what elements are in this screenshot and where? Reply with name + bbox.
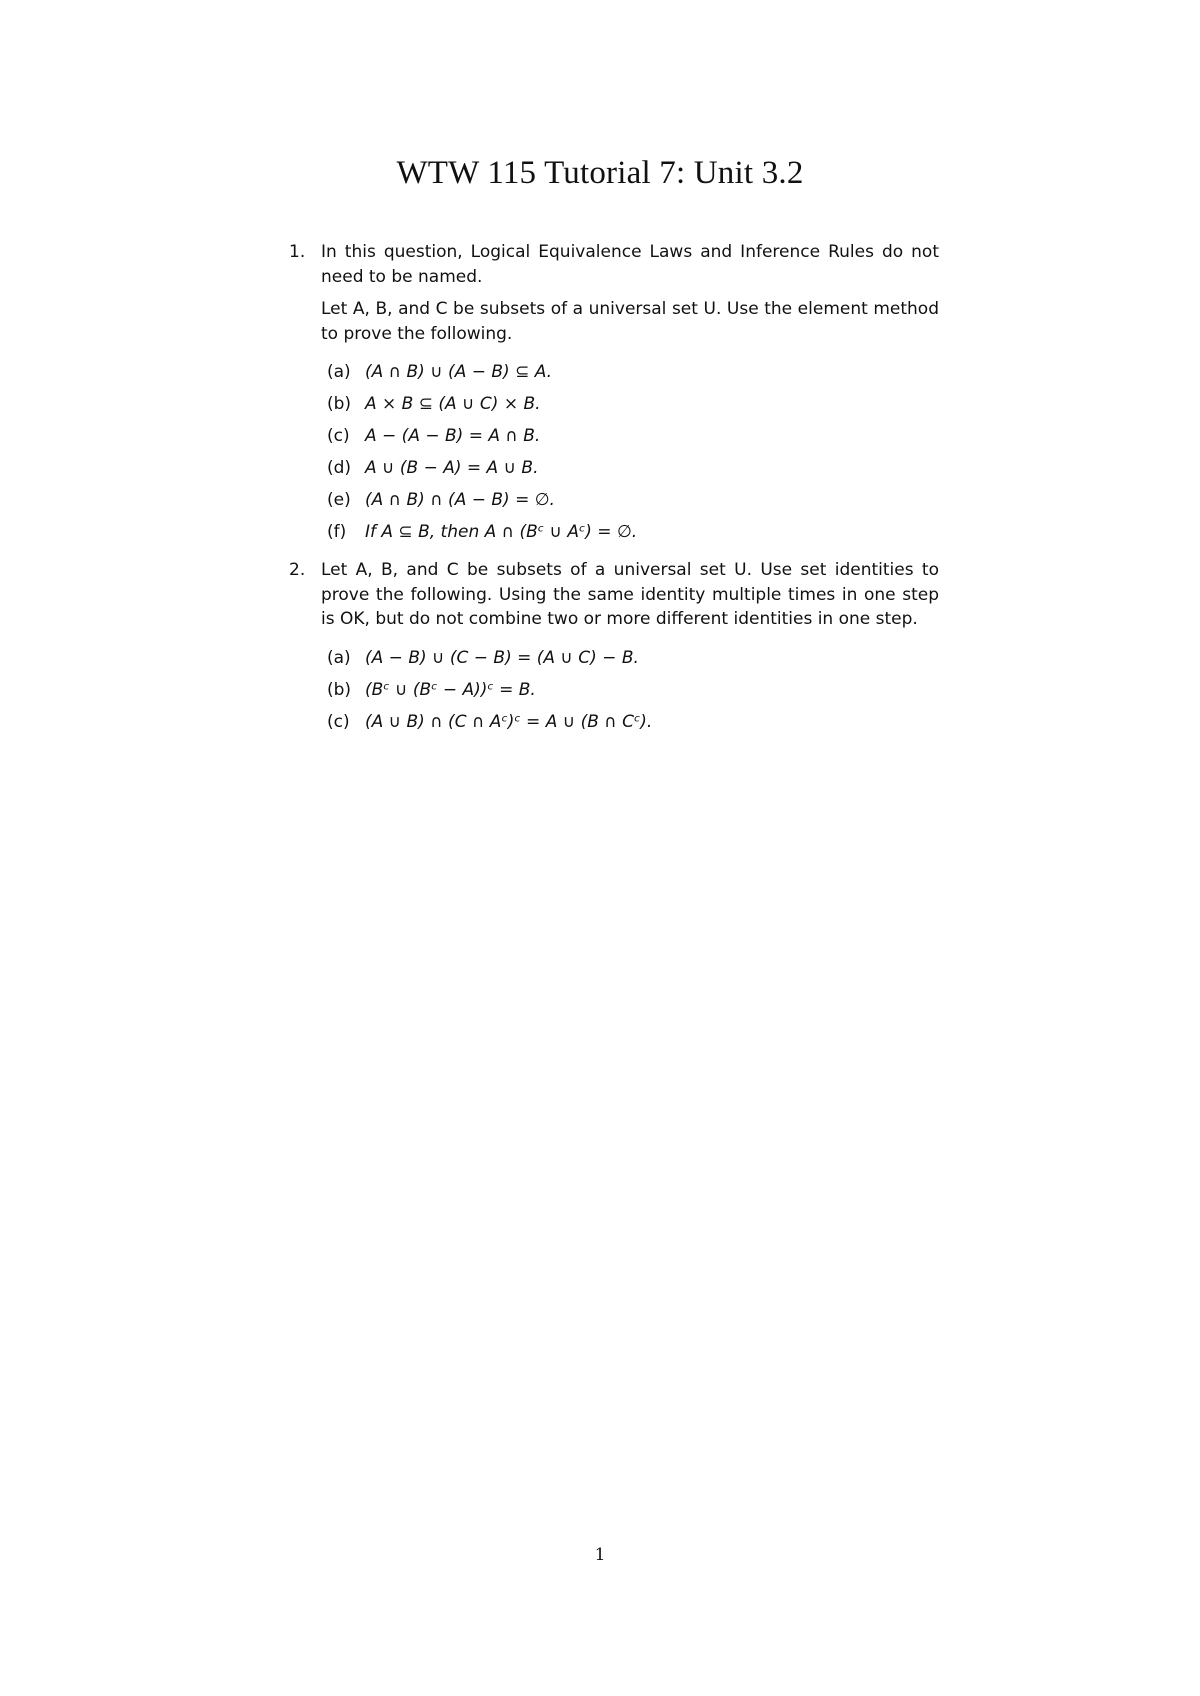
sub-question-text: (Bᶜ ∪ (Bᶜ − A))ᶜ = B. [365, 679, 536, 700]
question-1 [289, 240, 939, 548]
sub-question [321, 420, 939, 452]
sub-question [321, 484, 939, 516]
sub-question-label: (b) [327, 679, 352, 700]
sub-question-label: (a) [327, 362, 351, 382]
sub-question-label: (c) [327, 426, 350, 446]
question-number: 2. [289, 560, 306, 580]
question-paragraph: Let A, B, and C be subsets of a universal set U. Use set identities to prove the following. Using the same identity multiple times in one step is OK, but do not combine two or more different identities in one step. [321, 560, 939, 629]
sub-question-text: A × B ⊆ (A ∪ C) × B. [365, 394, 541, 414]
question-2 [289, 558, 939, 738]
sub-question-list [321, 356, 939, 548]
sub-question [321, 674, 939, 706]
sub-question-text: (A ∪ B) ∩ (C ∩ Aᶜ)ᶜ = A ∪ (B ∩ Cᶜ). [365, 711, 653, 732]
sub-question-text: A ∪ (B − A) = A ∪ B. [365, 458, 539, 478]
sub-question-label: (c) [327, 711, 350, 732]
page-number: 1 [594, 1545, 606, 1565]
sub-question-label: (d) [327, 458, 352, 478]
sub-question-label: (e) [327, 490, 351, 510]
sub-question-text: (A − B) ∪ (C − B) = (A ∪ C) − B. [365, 647, 639, 668]
sub-question-text: (A ∩ B) ∪ (A − B) ⊆ A. [365, 362, 553, 382]
page-title: WTW 115 Tutorial 7: Unit 3.2 [396, 155, 804, 191]
sub-question-text: (A ∩ B) ∩ (A − B) = ∅. [365, 490, 555, 510]
sub-question-label: (b) [327, 394, 352, 414]
sub-question [321, 452, 939, 484]
document-body [289, 240, 939, 748]
sub-question [321, 516, 939, 548]
sub-question [321, 706, 939, 738]
sub-question-text: A − (A − B) = A ∩ B. [365, 426, 541, 446]
sub-question [321, 388, 939, 420]
sub-question [321, 642, 939, 674]
question-paragraph: Let A, B, and C be subsets of a universal set U. Use the element method to prove the following. [321, 299, 939, 344]
question-number: 1. [289, 242, 306, 262]
sub-question-list [321, 642, 939, 738]
sub-question-label: (f) [327, 522, 347, 542]
sub-question [321, 356, 939, 388]
question-paragraph: In this question, Logical Equivalence Laws and Inference Rules do not need to be named. [321, 242, 939, 287]
sub-question-label: (a) [327, 647, 351, 668]
sub-question-text: If A ⊆ B, then A ∩ (Bᶜ ∪ Aᶜ) = ∅. [365, 522, 638, 542]
